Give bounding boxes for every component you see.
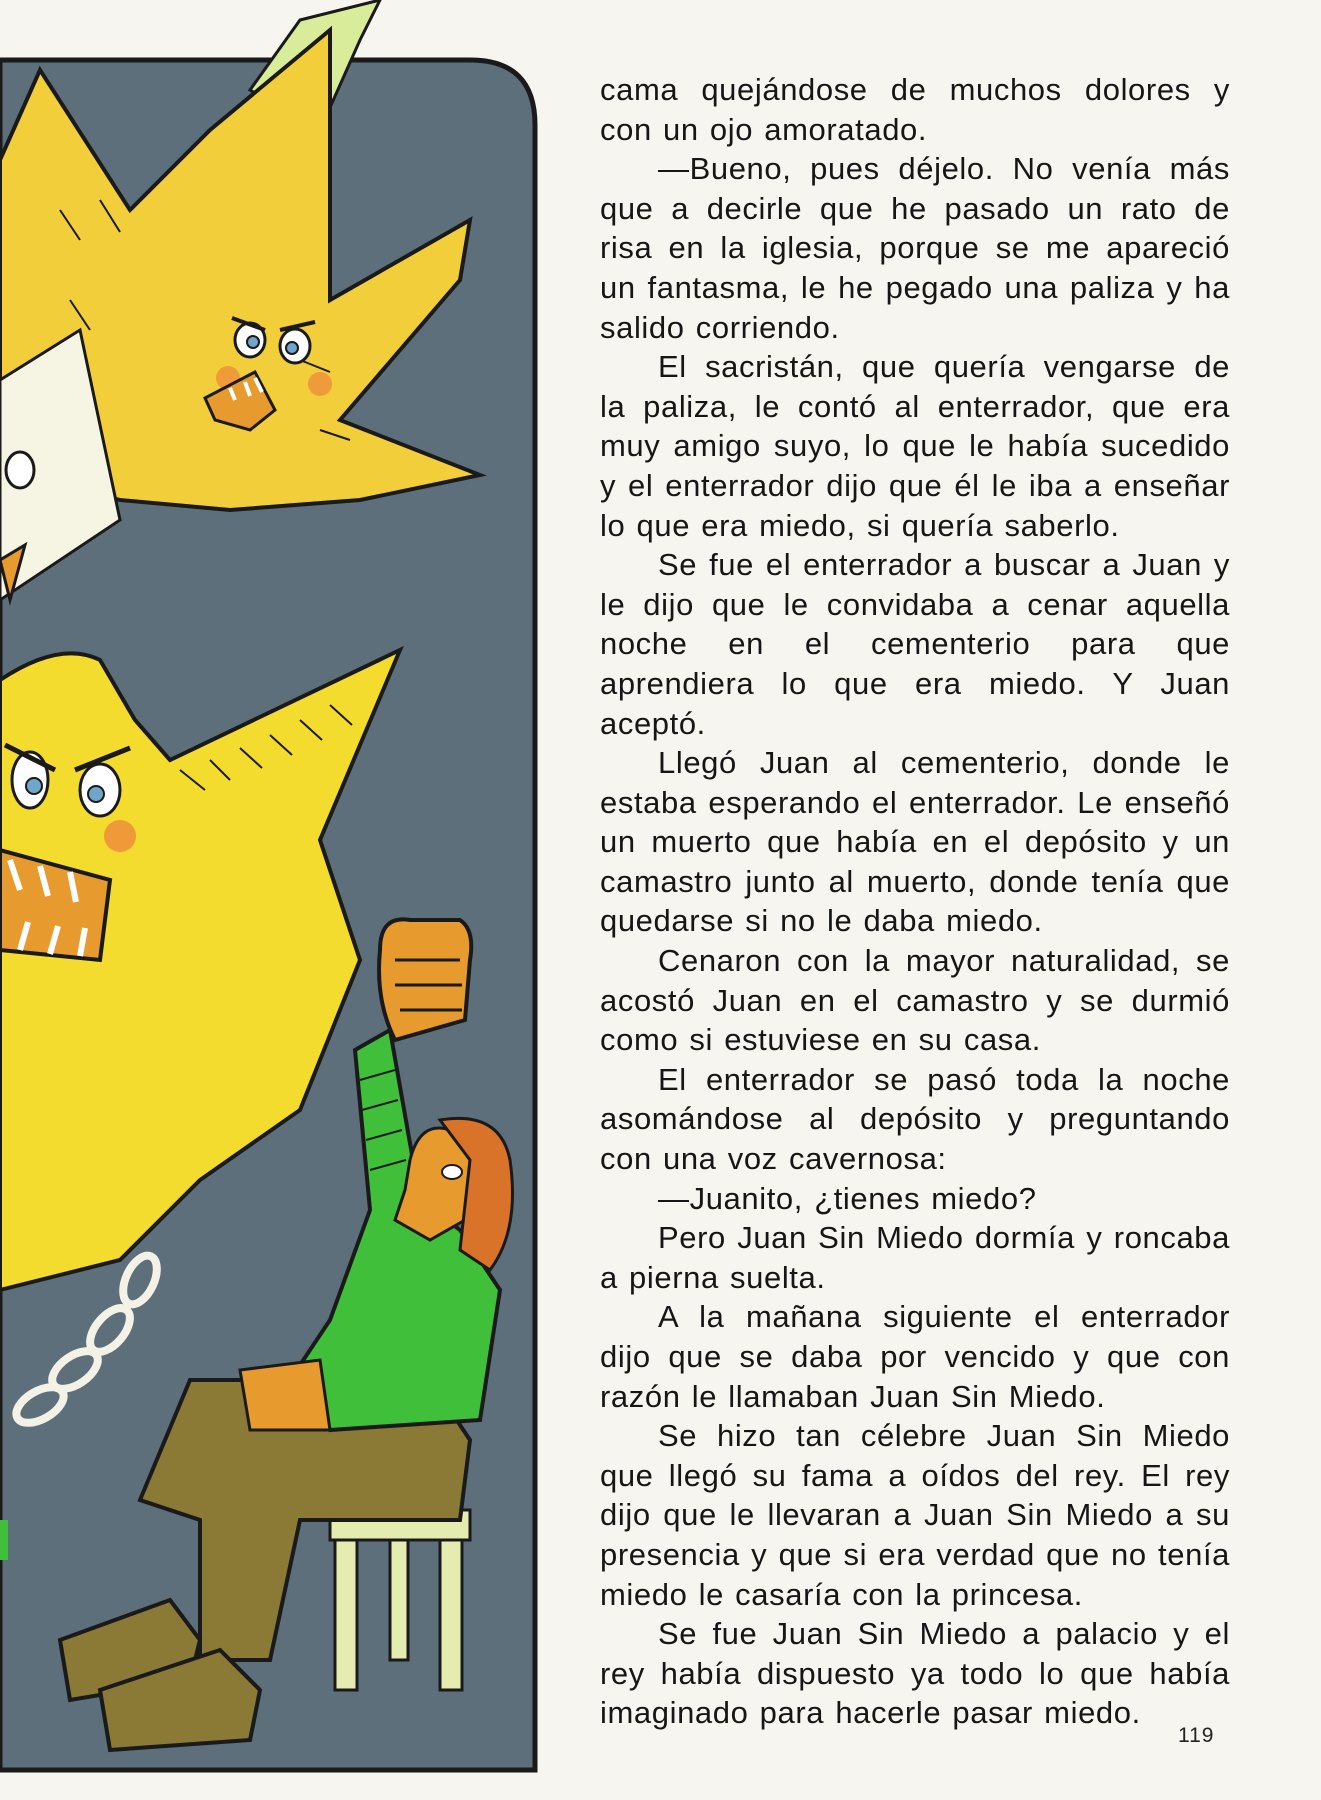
paragraph-1: cama quejándose de muchos dolores y con un ojo amoratado. bbox=[600, 72, 1230, 147]
juan-fist bbox=[379, 919, 471, 1040]
paragraph-3: El sacristán, que quería vengarse de la paliza, le contó al enterrador, que era muy amigo suyo, lo que le había sucedido y el enterrador dijo que él le iba a enseñar lo que era miedo, si quería saberlo. bbox=[600, 349, 1230, 543]
paragraph-4: Se fue el enterrador a buscar a Juan y le dijo que le convidaba a cenar aquella noche en el cementerio para que aprendiera lo que era miedo. Y Juan aceptó. bbox=[600, 547, 1230, 741]
left-edge-strip bbox=[0, 1520, 8, 1560]
juan-hand bbox=[240, 1360, 330, 1430]
paragraph-10: A la mañana siguiente el enterrador dijo que se daba por vencido y que con razón le llamaban Juan Sin Miedo. bbox=[600, 1299, 1230, 1414]
paragraph-7: El enterrador se pasó toda la noche asomándose al depósito y preguntando con una voz cavernosa: bbox=[600, 1061, 1230, 1177]
paragraph-6: Cenaron con la mayor naturalidad, se acostó Juan en el camastro y se durmió como si estuviese en su casa. bbox=[600, 943, 1230, 1058]
paragraph-11: Se hizo tan célebre Juan Sin Miedo que llegó su fama a oídos del rey. El rey dijo que le llevaran a Juan Sin Miedo a su presencia y que si era verdad que no tenía miedo le casaría con la princesa. bbox=[600, 1418, 1230, 1612]
illustration-ghosts-and-juan bbox=[0, 0, 560, 1800]
paragraph-9: Pero Juan Sin Miedo dormía y roncaba a pierna suelta. bbox=[600, 1220, 1230, 1295]
paragraph-2: —Bueno, pues déjelo. No venía más que a decirle que he pasado un rato de risa en la iglesia, porque se me apareció un fantasma, le he pegado una paliza y ha salido corriendo. bbox=[600, 151, 1230, 345]
paragraph-5: Llegó Juan al cementerio, donde le estaba esperando el enterrador. Le enseñó un muerto que había en el depósito y un camastro junto al muerto, donde tenía que quedarse si no le daba miedo. bbox=[600, 745, 1230, 939]
story-text bbox=[600, 70, 1230, 1733]
page-number: 119 bbox=[1178, 1724, 1215, 1747]
paragraph-12: Se fue Juan Sin Miedo a palacio y el rey había dispuesto ya todo lo que había imaginado para hacerle pasar miedo. bbox=[600, 1616, 1230, 1731]
paragraph-8: —Juanito, ¿tienes miedo? bbox=[658, 1180, 1037, 1216]
